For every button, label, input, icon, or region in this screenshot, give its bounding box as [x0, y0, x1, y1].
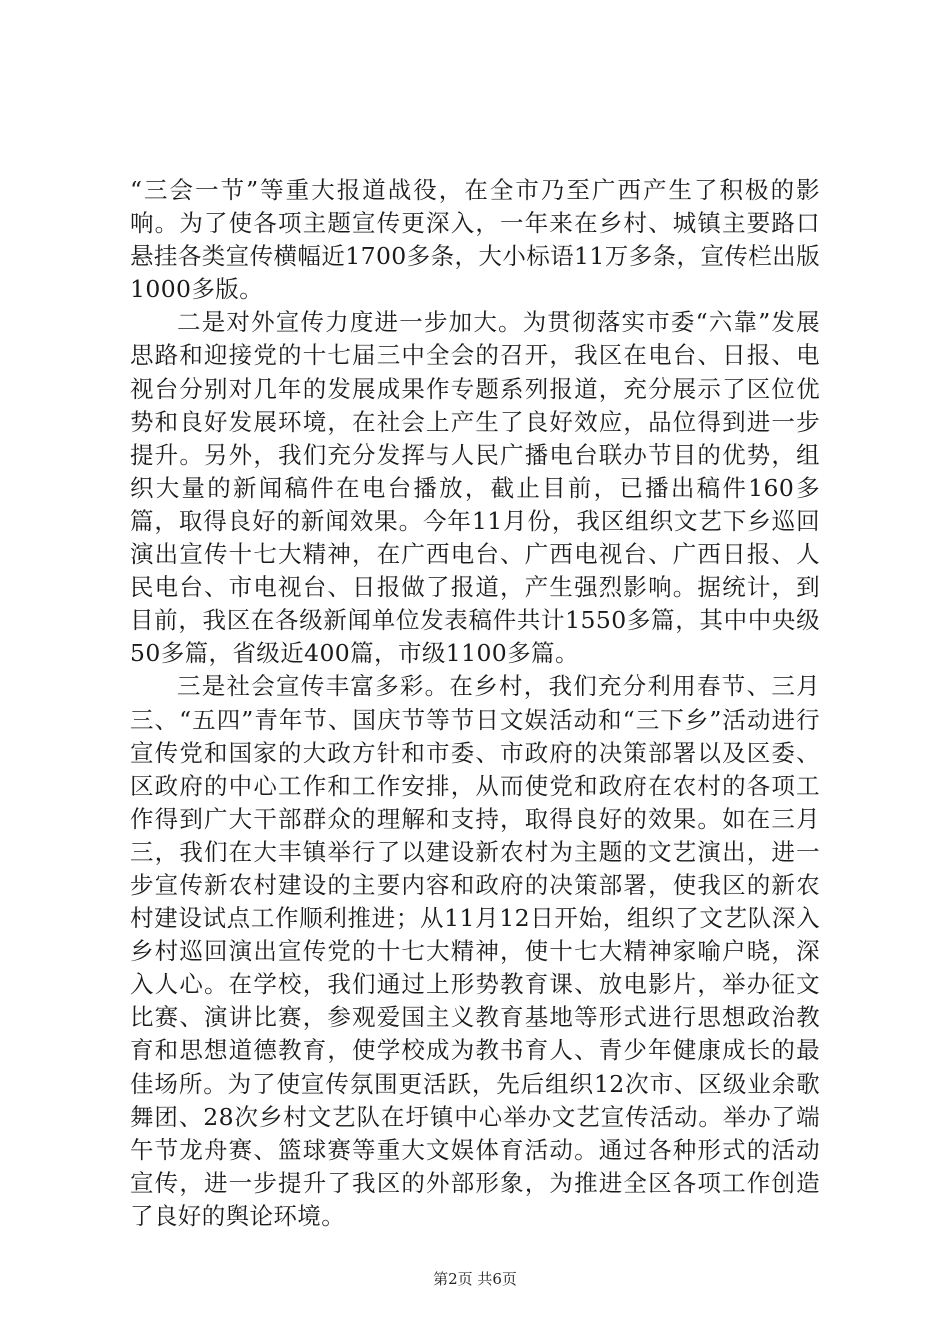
paragraph-social-publicity: 三是社会宣传丰富多彩。在乡村，我们充分利用春节、三月三、“五四”青年节、国庆节等节日文娱活动和“三下乡”活动进行宣传党和国家的大政方针和市委、市政府的决策部署以及区委、区政府的中心工作和工作安排，从而使党和政府在农村的各项工作得到广大干部群众的理解和支持，取得良好的效果。如在三月三，我们在大丰镇举行了以建设新农村为主题的文艺演出，进一步宣传新农村建设的主要内容和政府的决策部署，使我区的新农村建设试点工作顺利推进；从11月12日开始，组织了文艺队深入乡村巡回演出宣传党的十七大精神，使十七大精神家喻户晓，深入人心。在学校，我们通过上形势教育课、放电影片，举办征文比赛、演讲比赛，参观爱国主义教育基地等形式进行思想政治教育和思想道德教育，使学校成为教书育人、青少年健康成长的最佳场所。为了使宣传氛围更活跃，先后组织12次市、区级业余歌舞团、28次乡村文艺队在圩镇中心举办文艺宣传活动。举办了端午节龙舟赛、篮球赛等重大文娱体育活动。通过各种形式的活动宣传，进一步提升了我区的外部形象，为推进全区各项工作创造了良好的舆论环境。 — [130, 672, 820, 1230]
document-body — [130, 174, 820, 1233]
page-number: 第2页 共6页 — [433, 1270, 517, 1288]
paragraph-continuation: “三会一节”等重大报道战役，在全市乃至广西产生了积极的影响。为了使各项主题宣传更深入，一年来在乡村、城镇主要路口悬挂各类宣传横幅近1700多条，大小标语11万多条，宣传栏出版1000多版。 — [130, 176, 820, 304]
paragraph-external-publicity: 二是对外宣传力度进一步加大。为贯彻落实市委“六靠”发展思路和迎接党的十七届三中全会的召开，我区在电台、日报、电视台分别对几年的发展成果作专题系列报道，充分展示了区位优势和良好发展环境，在社会上产生了良好效应，品位得到进一步提升。另外，我们充分发挥与人民广播电台联办节目的优势，组织大量的新闻稿件在电台播放，截止目前，已播出稿件160多篇，取得良好的新闻效果。今年11月份，我区组织文艺下乡巡回演出宣传十七大精神，在广西电台、广西电视台、广西日报、人民电台、市电视台、日报做了报道，产生强烈影响。据统计，到目前，我区在各级新闻单位发表稿件共计1550多篇，其中中央级50多篇，省级近400篇，市级1100多篇。 — [130, 308, 820, 668]
page-footer — [0, 1268, 950, 1289]
